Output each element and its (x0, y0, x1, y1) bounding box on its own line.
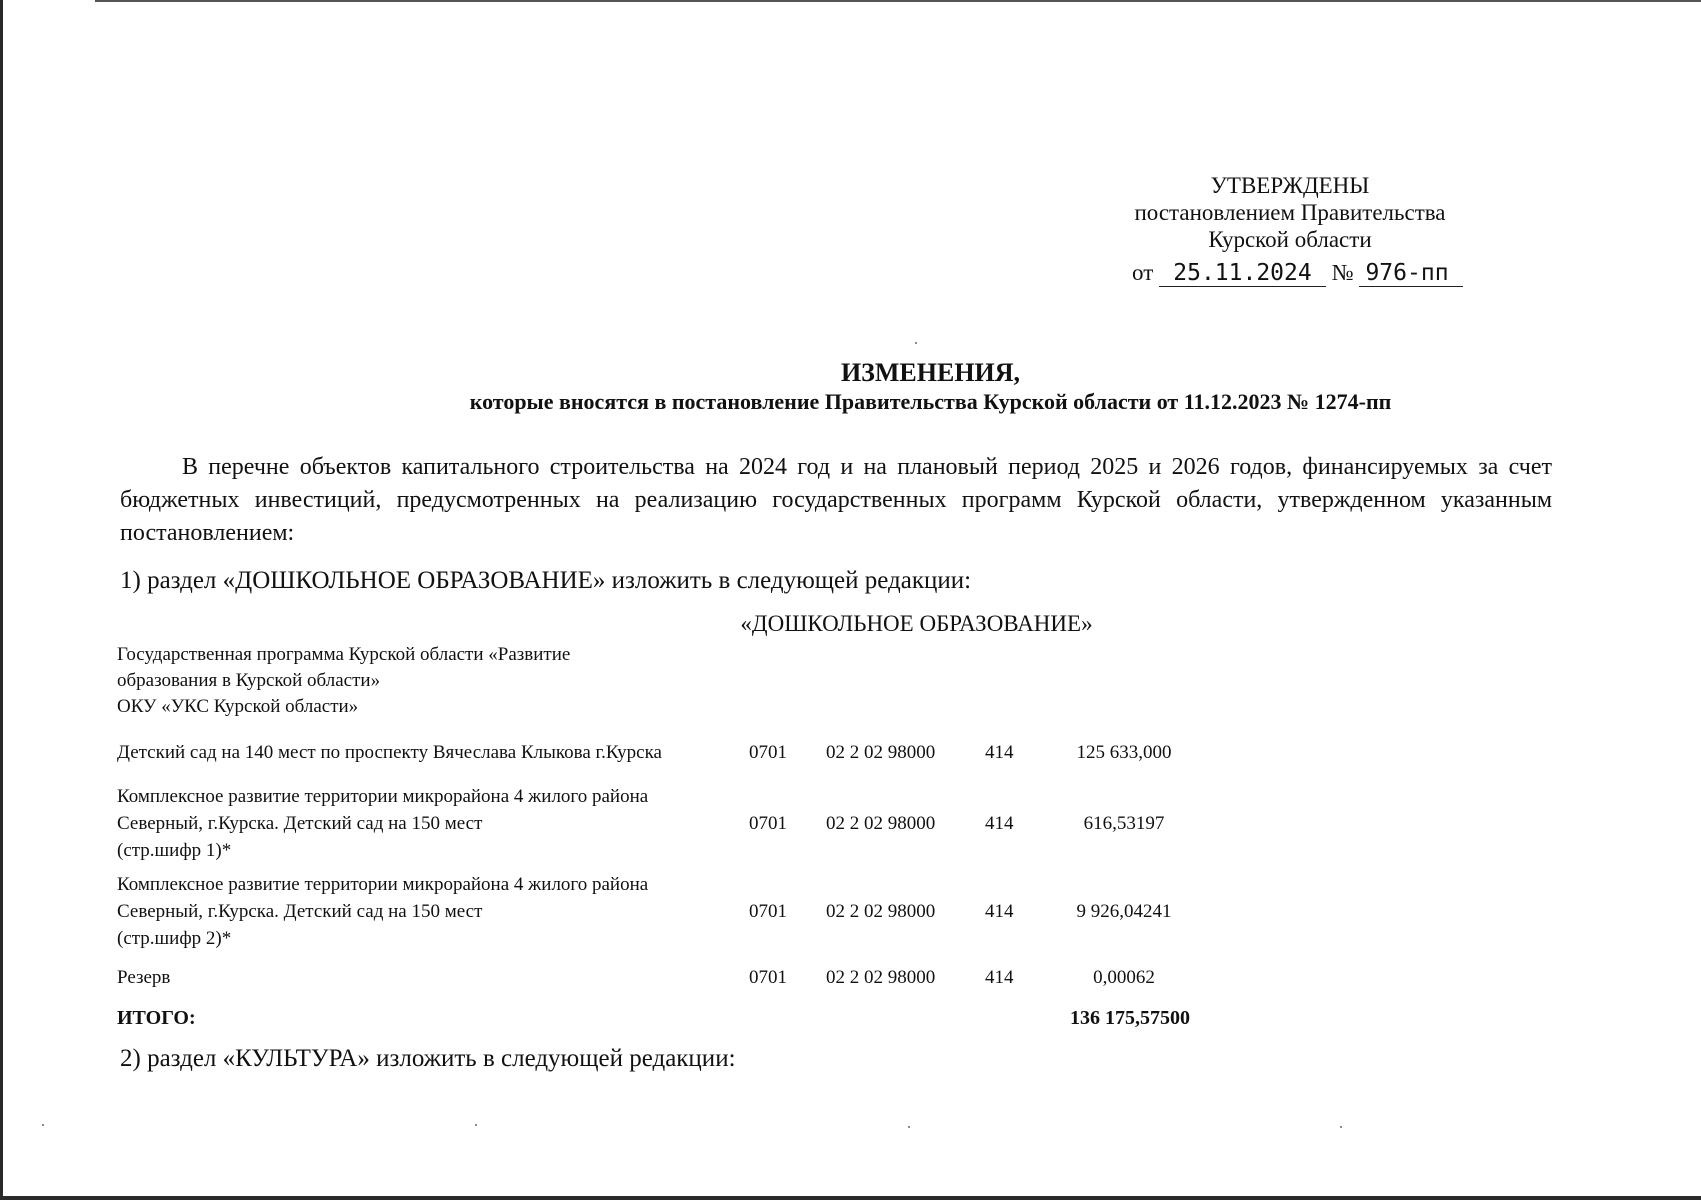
program-line-3: ОКУ «УКС Курской области» (117, 696, 359, 717)
section-title: «ДОШКОЛЬНОЕ ОБРАЗОВАНИЕ» (740, 611, 1093, 636)
scan-speck (42, 1124, 44, 1126)
row-target-code: 02 2 02 98000 (826, 901, 936, 922)
row-name-line: Северный, г.Курска. Детский сад на 150 мест (117, 901, 483, 922)
row-object-name (117, 871, 737, 952)
approval-date: 25.11.2024 (1159, 260, 1326, 287)
row-name-line: Комплексное развитие территории микрорайона 4 жилого района (117, 786, 649, 807)
scan-speck (1340, 1126, 1342, 1128)
approval-number-sign: № (1331, 260, 1354, 285)
document-heading: ИЗМЕНЕНИЯ, (840, 358, 1021, 387)
approval-date-row (1100, 259, 1480, 287)
scan-edge-bottom (0, 1196, 1701, 1200)
row-name-line: Северный, г.Курска. Детский сад на 150 мест (117, 813, 483, 834)
scan-edge-top (95, 0, 1701, 2)
row-section-code: 0701 (749, 901, 787, 922)
total-value: 136 175,57500 (1070, 1007, 1190, 1029)
row-expense-type: 414 (985, 967, 1014, 988)
row-amount: 0,00062 (1093, 967, 1155, 988)
row-section-code: 0701 (749, 813, 787, 834)
document-subheading: которые вносятся в постановление Правительства Курской области от 11.12.2023 № 1274-пп (469, 389, 1392, 414)
row-name-line: (стр.шифр 2)* (117, 928, 232, 949)
scan-speck (908, 1126, 910, 1128)
row-expense-type: 414 (985, 742, 1014, 763)
row-amount: 616,53197 (1083, 813, 1165, 834)
scan-edge-left (0, 0, 3, 1200)
item-1-text: 1) раздел «ДОШКОЛЬНОЕ ОБРАЗОВАНИЕ» изложить в следующей редакции: (120, 567, 972, 594)
approval-line-3: Курской области (1208, 227, 1372, 252)
program-line-2: образования в Курской области» (117, 670, 381, 691)
program-block (117, 642, 570, 720)
total-label: ИТОГО: (117, 1007, 196, 1029)
row-name-line: (стр.шифр 1)* (117, 840, 232, 861)
approval-number: 976-пп (1359, 260, 1463, 287)
row-amount: 9 926,04241 (1076, 901, 1172, 922)
intro-paragraph: В перечне объектов капитального строительства на 2024 год и на плановый период 2025 и 2026 годов, финансируемых за счет бюджетных инвестиций, предусмотренных на реализацию государственных программ Курской области, утвержденном указанным постановлением: (120, 454, 1552, 546)
scan-speck (915, 342, 917, 344)
approval-stamp (1100, 172, 1480, 287)
row-section-code: 0701 (749, 742, 787, 763)
program-line-1: Государственная программа Курской области «Развитие (117, 644, 571, 665)
row-name-line: Резерв (117, 967, 171, 988)
row-object-name (117, 739, 737, 766)
row-name-line: Комплексное развитие территории микрорайона 4 жилого района (117, 874, 649, 895)
item-2-text: 2) раздел «КУЛЬТУРА» изложить в следующей редакции: (120, 1045, 736, 1072)
row-expense-type: 414 (985, 813, 1014, 834)
row-object-name (117, 964, 737, 991)
row-name-line: Детский сад на 140 мест по проспекту Вячеслава Клыкова г.Курска (117, 742, 662, 763)
row-object-name (117, 783, 737, 864)
row-target-code: 02 2 02 98000 (826, 967, 936, 988)
row-target-code: 02 2 02 98000 (826, 742, 936, 763)
row-amount: 125 633,000 (1076, 742, 1172, 763)
approval-line-2: постановлением Правительства (1134, 200, 1446, 225)
row-section-code: 0701 (749, 967, 787, 988)
row-expense-type: 414 (985, 901, 1014, 922)
approval-date-prefix: от (1132, 260, 1154, 285)
row-target-code: 02 2 02 98000 (826, 813, 936, 834)
scan-speck (475, 1124, 477, 1126)
approval-title: УТВЕРЖДЕНЫ (1210, 173, 1370, 198)
